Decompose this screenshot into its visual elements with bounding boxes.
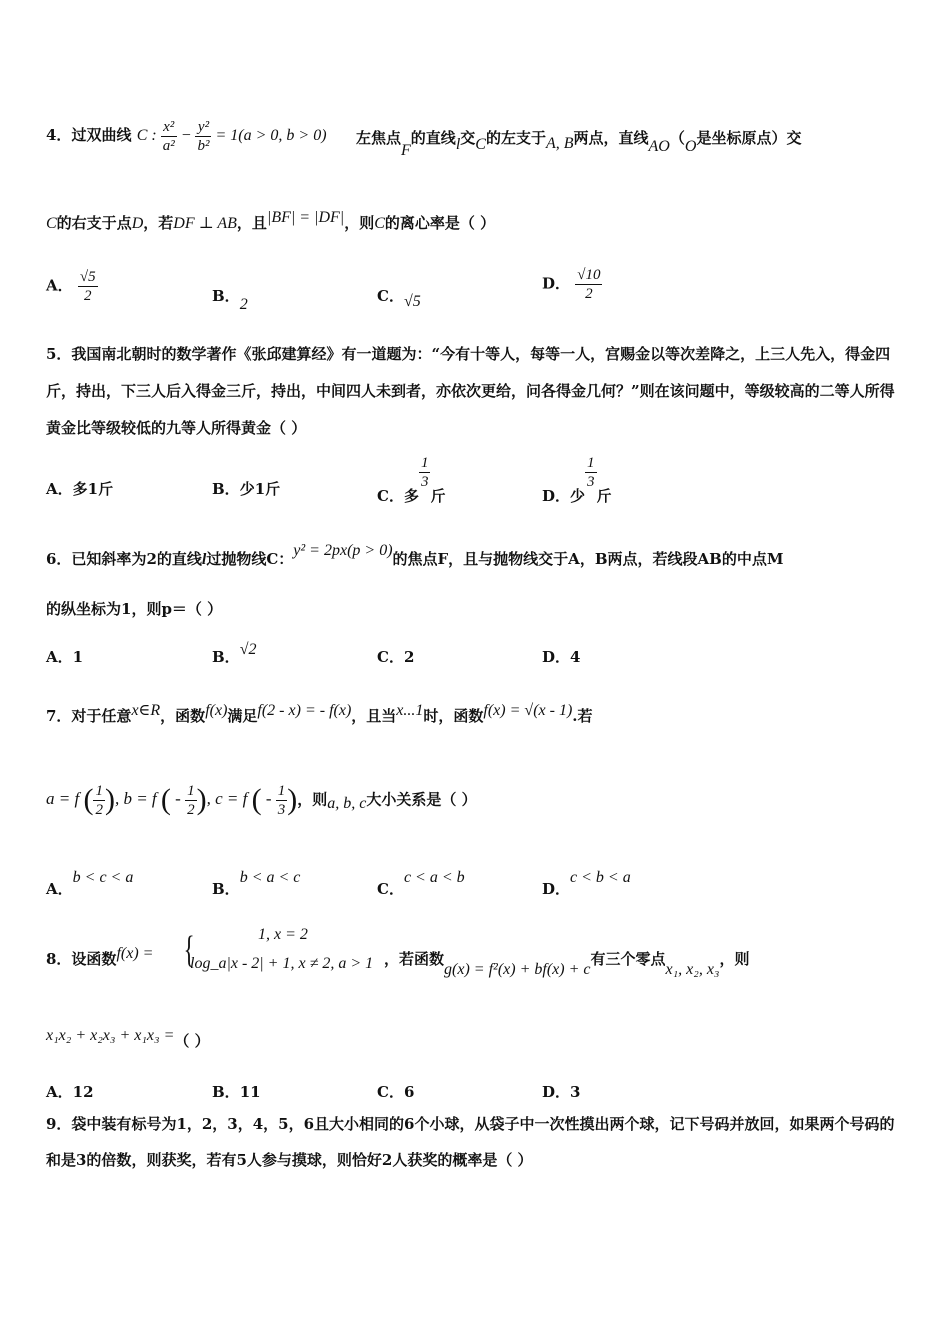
q8-option-b[interactable]: B．11 [212,1083,261,1101]
q4-hyperbola-eq: C : $\frac{\text{x²}}{\text{a²}}$ − $\frac{\text{y²}}{\text{b²}}$ = 1(a > 0, b > 0) [136,119,327,154]
q4-line2: C的右支于点D，若DF ⊥ AB，且|BF| = |DF|，则C的离心率是（ ） [46,209,496,232]
q8-line2: x₁x₂ + x₂x₃ + x₁x₃ =（ ） [46,1027,210,1050]
q7-option-d[interactable]: D．c < b < a [542,869,631,898]
q7-option-a[interactable]: A．b < c < a [46,869,134,898]
q4-option-b[interactable]: B．2 [212,287,248,313]
q5-option-b[interactable]: B．少1斤 [212,480,281,498]
q4-line1: 4．过双曲线 C : $\frac{\text{x²}}{\text{a²}}$ − $\frac{\text{y²}}{\text{b²}}$ = 1(a > 0, b > 0) [46,119,327,154]
q8-option-a[interactable]: A．12 [46,1083,94,1101]
q8-line1b: ，若函数g(x) = f²(x) + bf(x) + c有三个零点x₁, x₂, x₃，则 [384,950,750,978]
q7-option-b[interactable]: B．b < a < c [212,869,301,898]
q5-text: 5．我国南北朝时的数学著作《张邱建算经》有一道题为：“今有十等人，每等一人，宫赐金以等次差降之，上三人先入，得金四斤，持出，下三人后入得金三斤，持出，中间四人未到者，亦依次更给，问各得金几何？”则在该问题中，等级较高的二等人所得黄金比等级较低的九等人所得黄金（ ） [46,345,895,437]
q7-abc-definitions: a = f ( $\frac{1}{2}$ ), b = f ( - $\frac{1}{2}$ ), c = f ( - $\frac{1}{3}$ ) [46,783,298,818]
q4-option-c[interactable]: C．√5 [377,287,421,310]
q8-option-d[interactable]: D．3 [542,1083,581,1101]
q7-line1: 7．对于任意x∈R，函数f(x)满足f(2 - x) = - f(x)，且当x...1时，函数f(x) = √(x - 1).若 [46,702,593,725]
q4-option-a[interactable]: A． $\frac{√5}{2}$ [46,269,96,304]
q6-option-c[interactable]: C．2 [377,648,415,666]
q5-option-d[interactable]: D．少 $\frac{1}{3}$ 斤 [542,455,612,505]
q6-line1: 6．已知斜率为2的直线l过抛物线C：y² = 2px(p > 0)的焦点F，且与抛物线交于A，B两点，若线段AB的中点M [46,542,784,568]
q7-line2: a = f ( $\frac{1}{2}$ ), b = f ( - $\frac{1}{2}$ ), c = f ( - $\frac{1}{3}$ )，则a, b, c大小关系是（ ） [46,783,477,818]
q7-option-c[interactable]: C．c < a < b [377,869,465,898]
q5-option-a[interactable]: A．多1斤 [46,480,114,498]
q8-case-2: log_a|x - 2| + 1, x ≠ 2, a > 1 [190,955,374,972]
q6-option-d[interactable]: D．4 [542,648,581,666]
q6-option-a[interactable]: A．1 [46,648,84,666]
q8-case-1: 1, x = 2 [258,926,308,943]
q6-line2: 的纵坐标为1，则p＝（ ） [46,600,223,618]
q4-line1b: 左焦点F的直线l交C的左支于A, B两点，直线AO（O是坐标原点）交 [356,129,802,159]
q8-option-c[interactable]: C．6 [377,1083,415,1101]
q4-option-d[interactable]: D． $\frac{√10}{2}$ [542,267,601,302]
q9-text: 9．袋中装有标号为1，2，3，4，5，6且大小相同的6个小球，从袋子中一次性摸出两个球，记下号码并放回，如果两个号码的和是3的倍数，则获奖，若有5人参与摸球，则恰好2人获奖的概率是（ ） [46,1115,895,1169]
q5-option-c[interactable]: C．多 $\frac{1}{3}$ 斤 [377,455,446,505]
q8-label: 8．设函数f(x) = [46,945,154,968]
q8-brace: { [183,929,195,971]
q6-option-b[interactable]: B．√2 [212,641,257,666]
